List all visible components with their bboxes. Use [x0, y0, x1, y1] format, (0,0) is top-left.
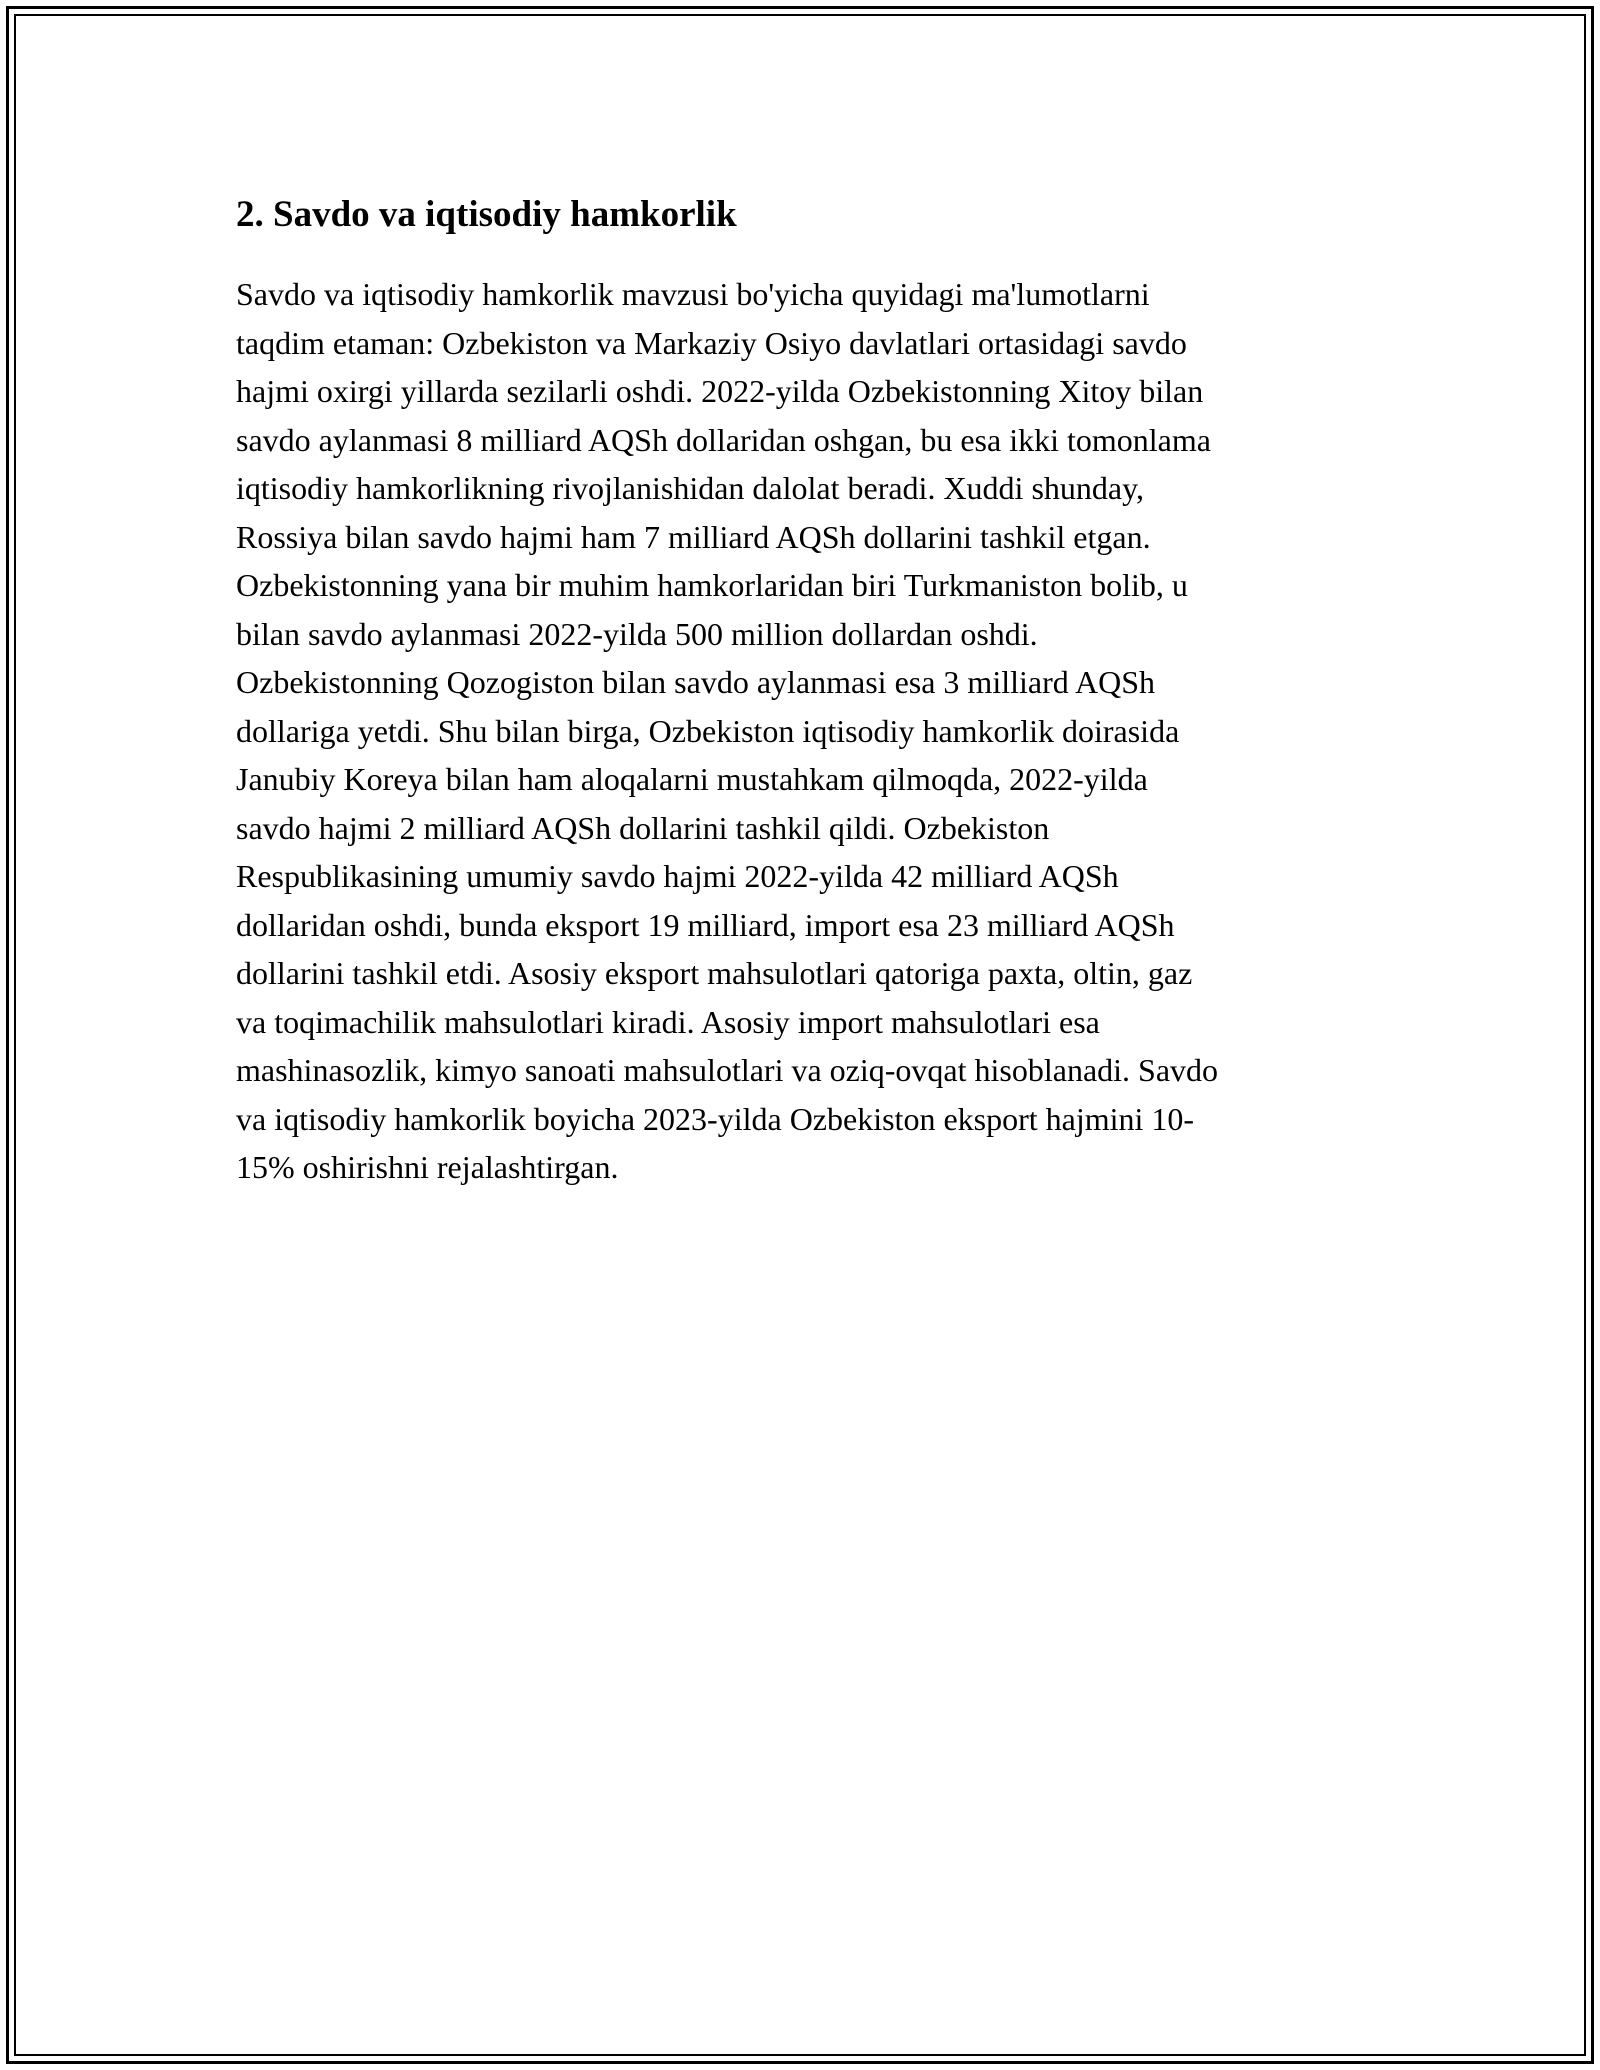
paragraph-line: taqdim etaman: Ozbekiston va Markaziy Osiyo davlatlari ortasidagi savdo: [236, 324, 1187, 361]
paragraph-line: Rossiya bilan savdo hajmi ham 7 milliard AQSh dollarini tashkil etgan.: [236, 518, 1151, 555]
paragraph-line: va toqimachilik mahsulotlari kiradi. Asosiy import mahsulotlari esa: [236, 1003, 1100, 1040]
paragraph-line: hajmi oxirgi yillarda sezilarli oshdi. 2022-yilda Ozbekistonning Xitoy bilan: [236, 373, 1204, 409]
paragraph-line: dollaridan oshdi, bunda eksport 19 milliard, import esa 23 milliard AQSh: [236, 906, 1175, 943]
paragraph-line: Savdo va iqtisodiy hamkorlik mavzusi bo'yicha quyidagi ma'lumotlarni: [236, 276, 1150, 312]
document-content: [236, 188, 1366, 1192]
paragraph-line: savdo aylanmasi 8 milliard AQSh dollaridan oshgan, bu esa ikki tomonlama: [236, 421, 1211, 458]
paragraph-line: savdo hajmi 2 milliard AQSh dollarini tashkil qildi. Ozbekiston: [236, 809, 1050, 846]
paragraph-line: Ozbekistonning Qozogiston bilan savdo aylanmasi esa 3 milliard AQSh: [236, 664, 1155, 700]
paragraph-line: Janubiy Koreya bilan ham aloqalarni mustahkam qilmoqda, 2022-yilda: [236, 761, 1148, 797]
paragraph-line: iqtisodiy hamkorlikning rivojlanishidan dalolat beradi. Xuddi shunday,: [236, 470, 1145, 506]
paragraph-line: va iqtisodiy hamkorlik boyicha 2023-yilda Ozbekiston eksport hajmini 10-: [236, 1100, 1195, 1137]
paragraph-line: dollarini tashkil etdi. Asosiy eksport mahsulotlari qatoriga paxta, oltin, gaz: [236, 955, 1193, 991]
paragraph-line: bilan savdo aylanmasi 2022-yilda 500 million dollardan oshdi.: [236, 615, 1038, 652]
paragraph-line: 15% oshirishni rejalashtirgan.: [236, 1149, 619, 1185]
paragraph-line: mashinasozlik, kimyo sanoati mahsulotlari va oziq-ovqat hisoblanadi. Savdo: [236, 1052, 1219, 1088]
body-paragraph: [236, 270, 1366, 1192]
paragraph-line: Respublikasining umumiy savdo hajmi 2022-yilda 42 milliard AQSh: [236, 858, 1119, 894]
paragraph-line: dollariga yetdi. Shu bilan birga, Ozbekiston iqtisodiy hamkorlik doirasida: [236, 712, 1180, 749]
section-heading: 2. Savdo va iqtisodiy hamkorlik: [236, 194, 737, 235]
paragraph-line: Ozbekistonning yana bir muhim hamkorlaridan biri Turkmaniston bolib, u: [236, 567, 1188, 603]
